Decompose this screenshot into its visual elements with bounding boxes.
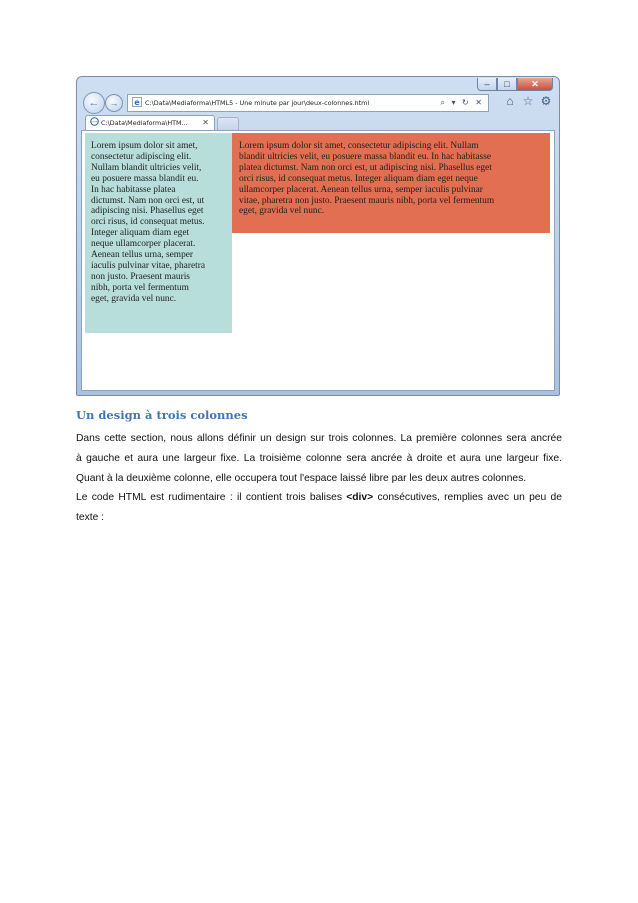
text-line: Dans cette section, nous allons définir un design sur trois colonnes. La première colonnes sera ancrée [76, 433, 562, 444]
text-line: In hac habitasse platea [91, 184, 176, 195]
ie-page-icon [132, 97, 142, 107]
text-line: neque ullamcorper placerat. [91, 239, 196, 250]
settings-gear-icon[interactable]: ⚙ [540, 94, 552, 108]
page-viewport [81, 130, 555, 391]
right-column [232, 133, 550, 233]
text-line: blandit ultricies velit, eu posuere massa blandit eu. In hac habitasse [239, 151, 492, 162]
tab-label: C:\Data\Mediaforma\HTM... [101, 119, 188, 127]
text-line: orci risus, id consequat metus. Integer aliquam diam eget neque [239, 173, 478, 184]
ie-page-icon [90, 117, 99, 126]
text-line: Quant à la deuxième colonne, elle occupera tout l'espace laissé libre par les deux autres colonnes. [76, 473, 527, 484]
text-line: ullamcorper placerat. Aenean tellus urna, semper iaculis pulvinar [239, 184, 483, 195]
navigation-bar [81, 91, 557, 115]
text-line: Integer aliquam diam eget [91, 228, 190, 239]
address-text: C:\Data\Mediaforma\HTML5 - Une minute par jour\deux-colonnes.html [145, 99, 370, 107]
left-column [85, 133, 232, 333]
back-arrow-icon[interactable]: ← [83, 92, 105, 114]
text-line: nibh, porta vel fermentum [91, 282, 189, 293]
maximize-button[interactable]: □ [497, 78, 517, 91]
text-line: vitae, pharetra non justo. Praesent mauris nibh, porta vel fermentum [239, 195, 495, 206]
browser-screenshot [76, 76, 560, 396]
paragraph-line: texte : [76, 512, 105, 523]
window-controls [477, 78, 553, 91]
new-tab-button[interactable] [217, 117, 239, 130]
minimize-button[interactable]: – [477, 78, 497, 91]
home-icon[interactable]: ⌂ [506, 94, 514, 108]
text-line: Aenean tellus urna, semper [91, 250, 194, 261]
close-window-button[interactable]: ✕ [517, 78, 553, 91]
text-line: platea dictumst. Nam non orci est, ut adipiscing nisi. Phasellus eget [239, 162, 492, 173]
text-line: iaculis pulvinar vitae, pharetra [91, 260, 206, 271]
tab-bar [81, 115, 557, 131]
text-line: adipiscing nisi. Phasellus eget [91, 206, 204, 217]
text-line: Nullam blandit ultricies velit, [91, 162, 202, 173]
tab-active[interactable] [85, 115, 215, 131]
text-line: à gauche et aura une largeur fixe. La troisième colonne sera ancrée à droite et aura une largeur fixe. [76, 453, 562, 464]
code-paragraph [76, 488, 562, 528]
forward-arrow-icon[interactable]: → [105, 94, 123, 112]
address-tools[interactable]: ⌕ ▾ ↻ ✕ [440, 98, 484, 107]
section-heading: Un design à trois colonnes [76, 408, 248, 422]
close-tab-icon[interactable]: ✕ [202, 118, 209, 127]
toolbar-icons [503, 94, 553, 108]
text-line: eget, gravida vel nunc. [239, 206, 325, 217]
div-tag: <div> [346, 492, 374, 503]
text-line: non justo. Praesent mauris [91, 271, 190, 282]
paragraph-line: Le code HTML est rudimentaire : il contient trois balises <div> consécutives, remplies avec un peu de [76, 492, 562, 503]
intro-paragraph [76, 429, 562, 489]
text-line: Lorem ipsum dolor sit amet, consectetur adipiscing elit. Nullam [239, 141, 479, 151]
text-line: orci risus, id consequat metus. [91, 217, 205, 228]
text-line: consectetur adipiscing elit. [91, 151, 192, 162]
text-line: eget, gravida vel nunc. [91, 293, 177, 304]
text-line: dictumst. Nam non orci est, ut [91, 195, 205, 206]
favorites-star-icon[interactable]: ☆ [522, 94, 534, 108]
text-line: Lorem ipsum dolor sit amet, [91, 141, 198, 151]
address-bar[interactable] [127, 94, 489, 112]
svg-text:e: e [134, 98, 140, 107]
text-line: eu posuere massa blandit eu. [91, 173, 199, 184]
